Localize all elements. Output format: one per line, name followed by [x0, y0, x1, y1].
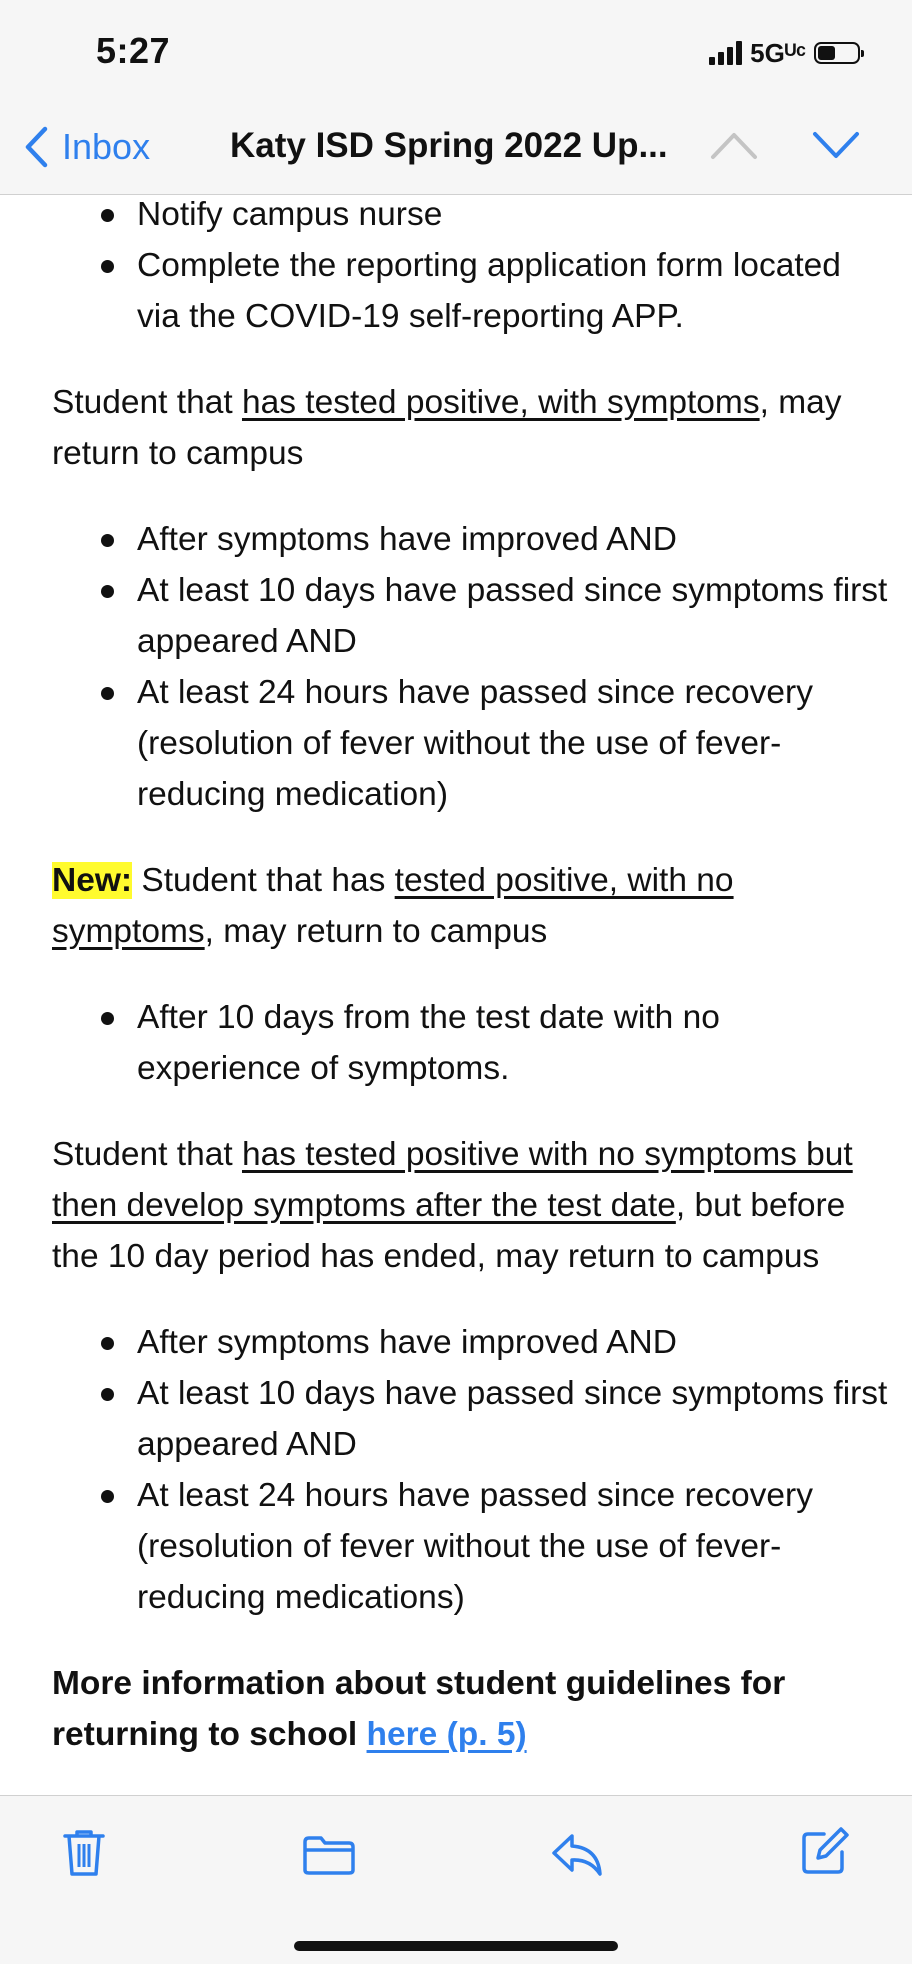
battery-level	[818, 46, 835, 60]
list-item: At least 24 hours have passed since recovery (resolution of fever without the use of fever-reducing medication)	[0, 667, 912, 820]
cellular-signal-icon	[709, 41, 742, 65]
underlined-text: has tested positive with no symptoms but then develop symptoms after the test date	[52, 1136, 853, 1224]
folder-icon	[302, 1834, 356, 1876]
mail-nav-bar	[0, 100, 912, 195]
list-item: At least 24 hours have passed since recovery (resolution of fever without the use of fever-reducing medications)	[0, 1470, 912, 1623]
list-item: Complete the reporting application form located via the COVID-19 self-reporting APP.	[0, 240, 912, 342]
chevron-down-icon	[812, 130, 860, 160]
mail-toolbar	[0, 1795, 912, 1964]
list-item: After symptoms have improved AND	[0, 1317, 912, 1368]
next-message-button[interactable]	[812, 130, 860, 165]
trash-icon	[62, 1828, 106, 1878]
chevron-left-icon	[24, 126, 48, 168]
reply-button[interactable]	[550, 1832, 604, 1883]
list-item: After symptoms have improved AND	[0, 514, 912, 565]
paragraph-developed-symptoms	[0, 1129, 912, 1282]
compose-icon	[800, 1826, 850, 1876]
status-time: 5:27	[96, 30, 171, 71]
bullet-list-with-symptoms	[0, 514, 912, 820]
status-bar	[0, 0, 912, 100]
reply-icon	[550, 1832, 604, 1878]
move-to-folder-button[interactable]	[302, 1834, 356, 1881]
paragraph-positive-with-symptoms	[0, 377, 912, 479]
paragraph-positive-no-symptoms	[0, 855, 912, 957]
bullet-list-no-symptoms	[0, 992, 912, 1094]
bullet-list-developed-symptoms	[0, 1317, 912, 1623]
list-item: After 10 days from the test date with no experience of symptoms.	[0, 992, 912, 1094]
list-item: At least 10 days have passed since symptoms first appeared AND	[0, 1368, 912, 1470]
compose-button[interactable]	[800, 1826, 850, 1881]
underlined-text: has tested positive, with symptoms	[241, 384, 760, 421]
text: Student that	[52, 384, 242, 421]
home-indicator[interactable]	[294, 1941, 618, 1951]
back-to-inbox-button[interactable]	[24, 124, 150, 170]
back-label: Inbox	[62, 126, 151, 167]
list-item: Notify campus nurse	[0, 195, 912, 240]
email-body[interactable]	[0, 195, 912, 1795]
text: Student that has	[132, 862, 395, 899]
text: Student that	[52, 1136, 242, 1173]
previous-message-button[interactable]	[710, 130, 758, 165]
text: More information about student guidelines for returning to school	[52, 1665, 786, 1753]
new-highlight: New:	[52, 862, 133, 899]
text: , but before the 10 day period has ended, may return to campus	[52, 1187, 846, 1275]
delete-button[interactable]	[62, 1828, 106, 1883]
network-label: 5Gᵁᶜ	[750, 37, 806, 68]
chevron-up-icon	[710, 130, 758, 160]
battery-icon	[814, 42, 860, 64]
more-information-heading	[0, 1658, 912, 1760]
email-subject: Katy ISD Spring 2022 Up...	[230, 126, 668, 165]
text: , may return to campus	[52, 384, 842, 472]
list-item: At least 10 days have passed since symptoms first appeared AND	[0, 565, 912, 667]
bullet-list-reporting	[0, 195, 912, 342]
status-indicators	[709, 36, 860, 70]
underlined-text: tested positive, with no symptoms	[52, 862, 734, 950]
more-info-link[interactable]: here (p. 5)	[366, 1716, 527, 1753]
text: , may return to campus	[204, 913, 548, 950]
